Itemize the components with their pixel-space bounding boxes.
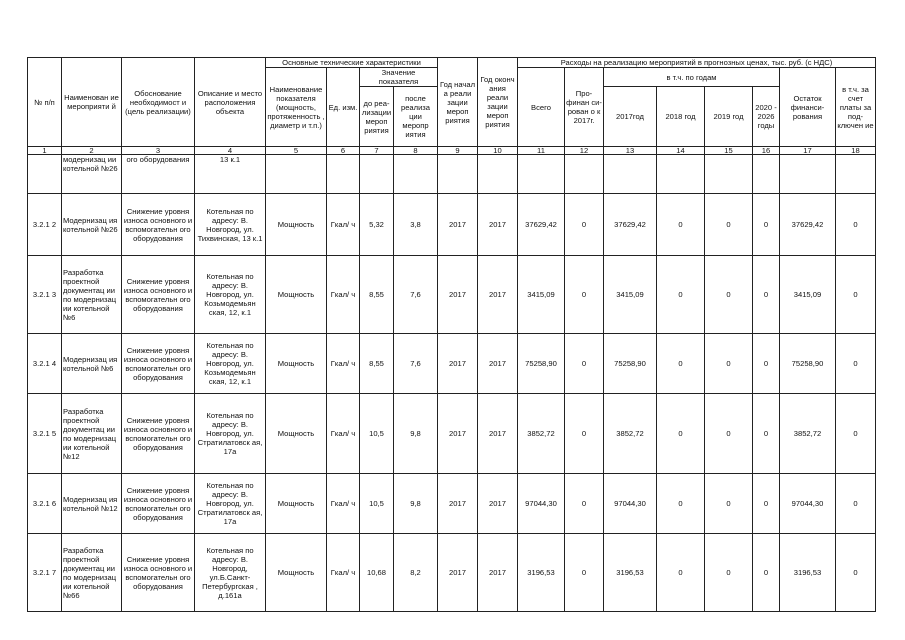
cell-year-start: 2017 [438,534,478,612]
cell-2020: 0 [753,256,780,334]
cell-name: Модернизац ия котельной №6 [62,334,122,394]
cell-2018: 0 [657,534,705,612]
cell-indicator: Мощность [266,334,327,394]
cell-reason: Снижение уровня износа основного и вспомогательн ого оборудования [122,256,195,334]
cell-empty [753,155,780,194]
cell-after: 7,6 [394,256,438,334]
cell-fee: 0 [836,334,876,394]
cell-empty [327,155,360,194]
cell-place: Котельная по адресу: В. Новгород, ул. Стратилатовск ая, 17а [195,474,266,534]
column-number: 14 [657,147,705,155]
cell-year-start: 2017 [438,334,478,394]
cell-indicator: Мощность [266,394,327,474]
cell-rest: 37629,42 [780,194,836,256]
table-row [28,394,876,474]
cell-empty [705,155,753,194]
cell-reason: Снижение уровня износа основного и вспомогательн ого оборудования [122,394,195,474]
header-2019: 2019 год [705,87,753,147]
cell-empty [565,155,604,194]
cell-total: 75258,90 [518,334,565,394]
header-fee: в т.ч. за счет платы за под- ключен ие [836,68,876,147]
cell-before: 8,55 [360,334,394,394]
column-number: 4 [195,147,266,155]
cell-no: 3.2.1 4 [28,334,62,394]
cell-year-end: 2017 [478,334,518,394]
cell-2017: 3852,72 [604,394,657,474]
cell-unit: Гкал/ ч [327,394,360,474]
table-row [28,194,876,256]
cell-profin: 0 [565,256,604,334]
column-number: 17 [780,147,836,155]
column-number: 6 [327,147,360,155]
cell-unit: Гкал/ ч [327,334,360,394]
header-year-start: Год начал а реали зации мероп риятия [438,58,478,147]
table-body [28,155,876,612]
cell-2020: 0 [753,194,780,256]
cell-reason: Снижение уровня износа основного и вспомогательн ого оборудования [122,534,195,612]
cell-2020: 0 [753,474,780,534]
header-group-tech: Основные технические характеристики [266,58,438,68]
cell-2017: 97044,30 [604,474,657,534]
cell-2017: 37629,42 [604,194,657,256]
cell-profin: 0 [565,534,604,612]
column-number: 13 [604,147,657,155]
header-name: Наименован ие мероприяти й [62,58,122,147]
cell-indicator: Мощность [266,534,327,612]
cell-place: 13 к.1 [195,155,266,194]
cell-before: 10,5 [360,474,394,534]
cell-2017: 3196,53 [604,534,657,612]
column-number: 1 [28,147,62,155]
table-header [28,58,876,155]
column-number: 11 [518,147,565,155]
table-row [28,534,876,612]
cell-empty [518,155,565,194]
cell-after: 9,8 [394,474,438,534]
header-year-end: Год оконч ания реали зации мероп риятия [478,58,518,147]
cell-no [28,155,62,194]
column-number: 10 [478,147,518,155]
cell-empty [360,155,394,194]
header-group-years: в т.ч. по годам [604,68,780,87]
cell-unit: Гкал/ ч [327,256,360,334]
cell-total: 3196,53 [518,534,565,612]
cell-2019: 0 [705,534,753,612]
cell-no: 3.2.1 6 [28,474,62,534]
cell-unit: Гкал/ ч [327,534,360,612]
cell-2020: 0 [753,334,780,394]
cell-rest: 3852,72 [780,394,836,474]
cell-year-start: 2017 [438,394,478,474]
cell-profin: 0 [565,334,604,394]
cell-after: 3,8 [394,194,438,256]
cell-name: Модернизац ия котельной №12 [62,474,122,534]
cell-year-start: 2017 [438,256,478,334]
column-number: 7 [360,147,394,155]
cell-place: Котельная по адресу: В. Новгород, ул. Козьмодемьян ская, 12, к.1 [195,334,266,394]
cell-reason: ого оборудования [122,155,195,194]
cell-year-end: 2017 [478,534,518,612]
investment-program-table [27,57,876,612]
cell-profin: 0 [565,394,604,474]
cell-fee: 0 [836,256,876,334]
header-2017: 2017год [604,87,657,147]
cell-2018: 0 [657,256,705,334]
cell-before: 5,32 [360,194,394,256]
cell-rest: 3196,53 [780,534,836,612]
cell-2018: 0 [657,194,705,256]
cell-2018: 0 [657,474,705,534]
column-number: 12 [565,147,604,155]
cell-2019: 0 [705,256,753,334]
header-2018: 2018 год [657,87,705,147]
cell-fee: 0 [836,394,876,474]
header-place: Описание и место расположения объекта [195,58,266,147]
cell-profin: 0 [565,194,604,256]
cell-no: 3.2.1 2 [28,194,62,256]
cell-name: Разработка проектной документац ии по модернизац ии котельной №12 [62,394,122,474]
cell-indicator: Мощность [266,256,327,334]
header-unit: Ед. изм. [327,68,360,147]
header-reason: Обоснование необходимост и (цель реализации) [122,58,195,147]
cell-2019: 0 [705,394,753,474]
cell-2020: 0 [753,534,780,612]
cell-unit: Гкал/ ч [327,474,360,534]
cell-total: 3852,72 [518,394,565,474]
table-row [28,256,876,334]
cell-rest: 97044,30 [780,474,836,534]
cell-place: Котельная по адресу: В. Новгород, ул. Козьмодемьян ская, 12, к.1 [195,256,266,334]
cell-2018: 0 [657,394,705,474]
cell-fee: 0 [836,534,876,612]
cell-empty [478,155,518,194]
column-number: 9 [438,147,478,155]
cell-after: 8,2 [394,534,438,612]
column-number: 2 [62,147,122,155]
cell-empty [604,155,657,194]
cell-no: 3.2.1 5 [28,394,62,474]
cell-2018: 0 [657,334,705,394]
cell-total: 3415,09 [518,256,565,334]
header-group-value: Значение показателя [360,68,438,87]
cell-year-start: 2017 [438,194,478,256]
header-before: до реа- лизации мероп риятия [360,87,394,147]
cell-unit: Гкал/ ч [327,194,360,256]
cell-place: Котельная по адресу: В. Новгород, ул.Б.Санкт- Петербургская , д.161а [195,534,266,612]
cell-reason: Снижение уровня износа основного и вспомогательн ого оборудования [122,194,195,256]
header-2020: 2020 - 2026 годы [753,87,780,147]
cell-year-end: 2017 [478,256,518,334]
cell-fee: 0 [836,194,876,256]
cell-empty [438,155,478,194]
header-profin: Про- финан си- рован о к 2017г. [565,68,604,147]
header-no: № п/п [28,58,62,147]
cell-place: Котельная по адресу: В. Новгород, ул. Стратилатовск ая, 17а [195,394,266,474]
header-group-costs: Расходы на реализацию мероприятий в прогнозных ценах, тыс. руб. (с НДС) [518,58,876,68]
header-rest: Остаток финанси- рования [780,68,836,147]
cell-no: 3.2.1 3 [28,256,62,334]
cell-year-end: 2017 [478,394,518,474]
table-row [28,334,876,394]
cell-2017: 75258,90 [604,334,657,394]
cell-reason: Снижение уровня износа основного и вспомогательн ого оборудования [122,334,195,394]
cell-empty [780,155,836,194]
cell-2019: 0 [705,194,753,256]
column-number: 16 [753,147,780,155]
cell-after: 9,8 [394,394,438,474]
header-after: после реализа ции меропр иятия [394,87,438,147]
cell-year-end: 2017 [478,194,518,256]
cell-place: Котельная по адресу: В. Новгород, ул. Тихвинская, 13 к.1 [195,194,266,256]
cell-empty [394,155,438,194]
cell-empty [266,155,327,194]
cell-name: Модернизац ия котельной №26 [62,194,122,256]
cell-indicator: Мощность [266,194,327,256]
cell-rest: 3415,09 [780,256,836,334]
cell-name: Разработка проектной документац ии по модернизац ии котельной №66 [62,534,122,612]
header-indicator: Наименование показателя (мощность, протяженность , диаметр и т.п.) [266,68,327,147]
cell-2020: 0 [753,394,780,474]
cell-name: Разработка проектной документац ии по модернизац ии котельной №6 [62,256,122,334]
column-number: 5 [266,147,327,155]
cell-year-end: 2017 [478,474,518,534]
cell-total: 97044,30 [518,474,565,534]
cell-before: 10,5 [360,394,394,474]
table-row [28,474,876,534]
cell-empty [657,155,705,194]
cell-profin: 0 [565,474,604,534]
column-number: 3 [122,147,195,155]
cell-total: 37629,42 [518,194,565,256]
cell-before: 8,55 [360,256,394,334]
cell-year-start: 2017 [438,474,478,534]
header-total: Всего [518,68,565,147]
cell-reason: Снижение уровня износа основного и вспомогательн ого оборудования [122,474,195,534]
cell-before: 10,68 [360,534,394,612]
column-number: 15 [705,147,753,155]
column-number: 18 [836,147,876,155]
cell-indicator: Мощность [266,474,327,534]
cell-2019: 0 [705,474,753,534]
cell-empty [836,155,876,194]
table-row-continuation [28,155,876,194]
cell-fee: 0 [836,474,876,534]
cell-2019: 0 [705,334,753,394]
cell-name: модернизац ии котельной №26 [62,155,122,194]
cell-no: 3.2.1 7 [28,534,62,612]
cell-rest: 75258,90 [780,334,836,394]
column-number: 8 [394,147,438,155]
cell-after: 7,6 [394,334,438,394]
column-number-row [28,147,876,155]
cell-2017: 3415,09 [604,256,657,334]
